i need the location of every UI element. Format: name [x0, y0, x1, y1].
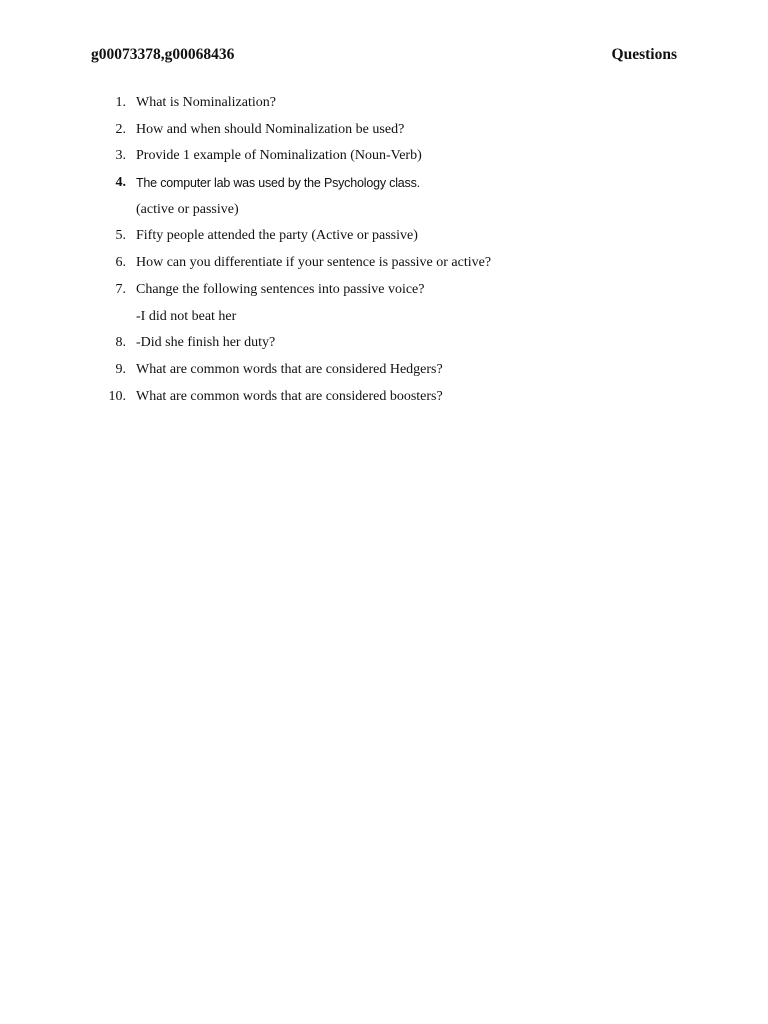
question-number: 3. [115, 148, 126, 164]
question-text: What are common words that are considered boosters? [136, 388, 443, 404]
question-text: How and when should Nominalization be used? [136, 121, 405, 137]
question-text: The computer lab was used by the Psychology class. [136, 176, 420, 191]
question-item [102, 279, 662, 306]
question-continuation [102, 306, 662, 333]
question-number: 4. [115, 175, 126, 191]
question-text: -I did not beat her [136, 308, 237, 324]
question-text: What are common words that are considered Hedgers? [136, 361, 443, 377]
question-text: (active or passive) [136, 201, 239, 217]
document-header [91, 46, 677, 68]
question-number: 8. [115, 335, 126, 351]
question-text: Provide 1 example of Nominalization (Noun-Verb) [136, 148, 422, 164]
question-item [102, 172, 662, 199]
questions-list [102, 92, 662, 412]
question-number: 9. [115, 361, 126, 377]
question-text: How can you differentiate if your sentence is passive or active? [136, 255, 492, 271]
question-number: 1. [115, 95, 126, 110]
question-item [102, 92, 662, 119]
question-number: 2. [115, 121, 126, 137]
document-ids: g00073378,g00068436 [91, 46, 235, 63]
question-text: Fifty people attended the party (Active or passive) [136, 228, 418, 244]
question-continuation [102, 199, 662, 226]
question-item [102, 145, 662, 172]
question-item [102, 225, 662, 252]
question-item [102, 119, 662, 146]
question-text: What is Nominalization? [136, 95, 276, 110]
question-text: -Did she finish her duty? [136, 335, 276, 351]
question-number: 5. [115, 228, 126, 244]
question-number: 7. [115, 281, 126, 297]
question-number: 10. [108, 388, 126, 404]
page-title: Questions [611, 46, 677, 63]
question-item [102, 252, 662, 279]
question-item [102, 386, 662, 413]
question-item [102, 359, 662, 386]
question-text: Change the following sentences into passive voice? [136, 281, 425, 297]
question-item [102, 332, 662, 359]
question-number: 6. [115, 255, 126, 271]
